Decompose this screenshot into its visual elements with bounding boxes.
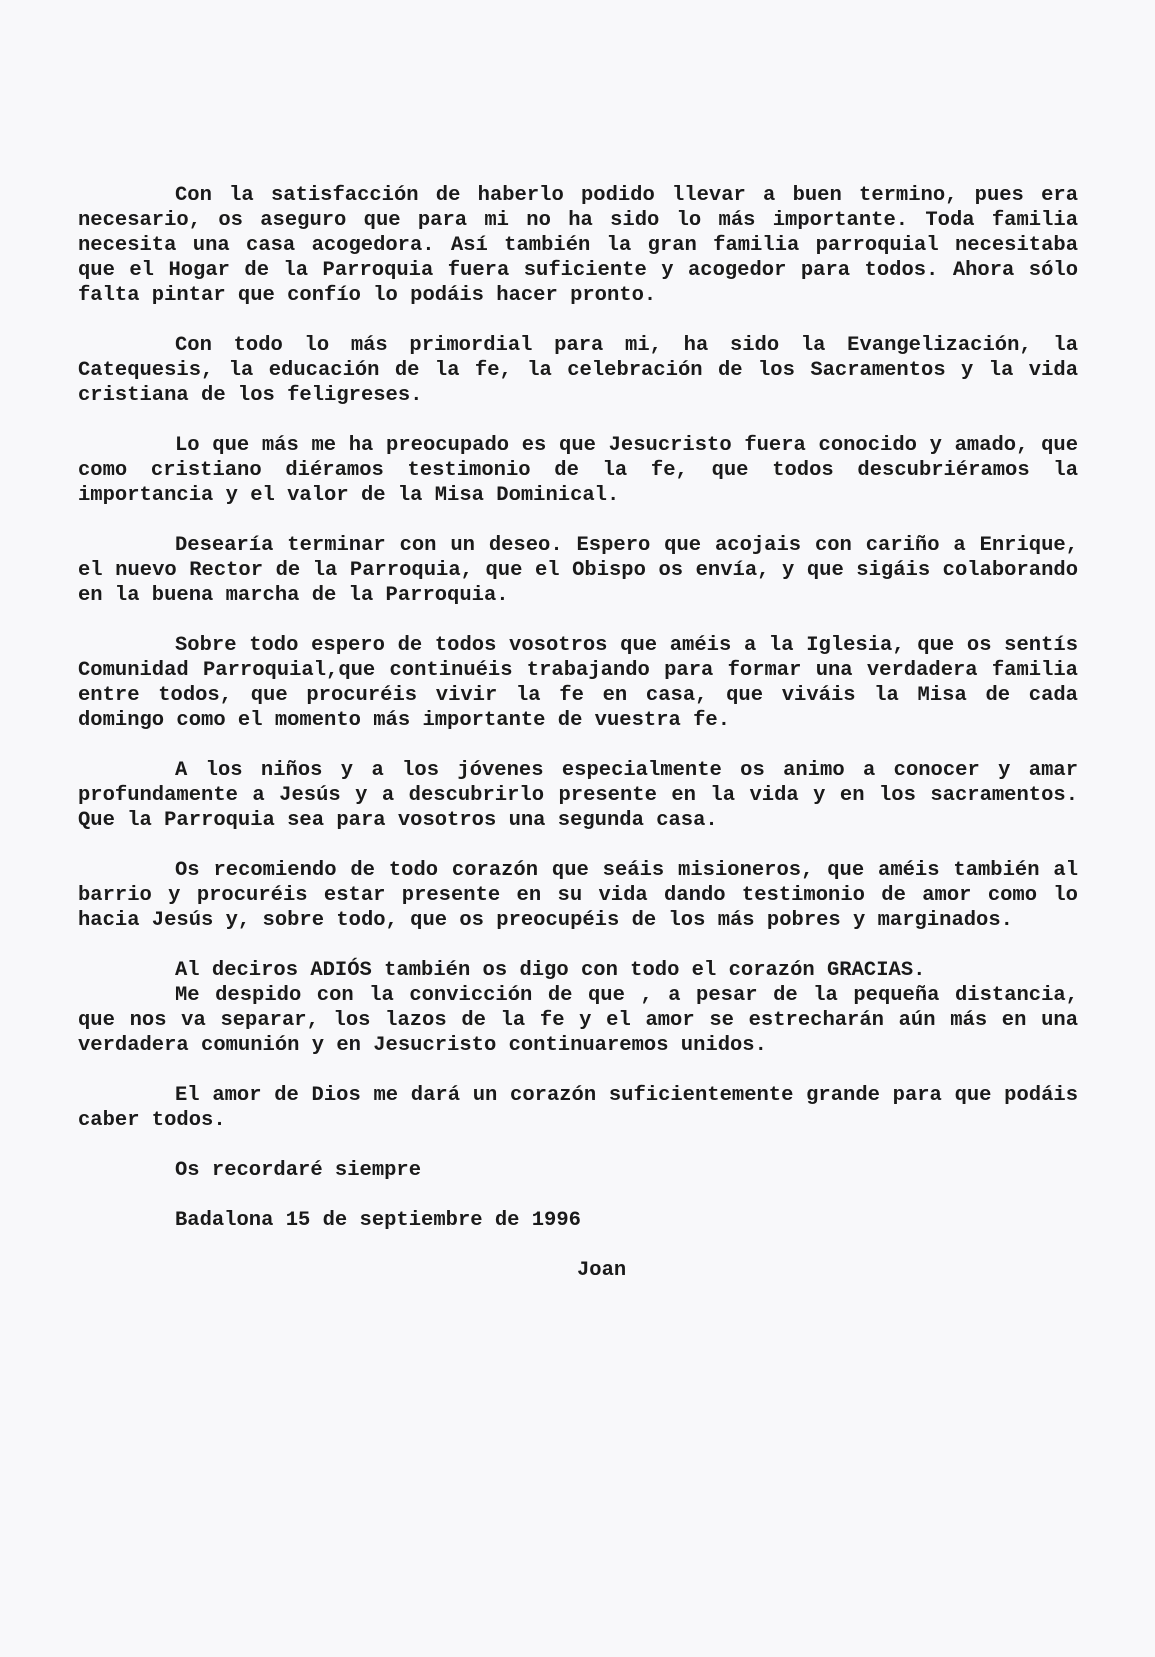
paragraph-missionaries: Os recomiendo de todo corazón que seáis misioneros, que améis también al barrio y procuréis estar presente en su vida dando testimonio de amor como lo hacia Jesús y, sobre todo, que os preocupéis de los más pobres y marginados. [78,859,1078,932]
letter-signature: Joan [577,1259,627,1282]
paragraph-farewell: Al deciros ADIÓS también os digo con todo el corazón GRACIAS. [175,959,926,982]
letter-date: Badalona 15 de septiembre de 1996 [175,1209,581,1232]
paragraph-completion: Con la satisfacción de haberlo podido llevar a buen termino, pues era necesario, os aseguro que para mi no ha sido lo más importante. Toda familia necesita una casa acogedora. Así también la gran familia parroquial necesitaba que el Hogar de la Parroquia fuera suficiente y acogedor para todos. Ahora sólo falta pintar que confío lo podáis hacer pronto. [78,184,1078,307]
letter-body [78,183,1078,1283]
paragraph-hope: Sobre todo espero de todos vosotros que améis a la Iglesia, que os sentís Comunidad Parroquial,que continuéis trabajando para formar una verdadera familia entre todos, que procuréis vivir la fe en casa, que viváis la Misa de cada domingo como el momento más importante de vuestra fe. [78,634,1078,732]
paragraph-conviction: Me despido con la convicción de que , a pesar de la pequeña distancia, que nos va separar, los lazos de la fe y el amor se estrecharán aún más en una verdadera comunión y en Jesucristo continuaremos unidos. [78,984,1078,1057]
paragraph-remember: Os recordaré siempre [175,1159,422,1182]
paragraph-love: El amor de Dios me dará un corazón suficientemente grande para que podáis caber todos. [78,1084,1078,1132]
paragraph-evangelization: Con todo lo más primordial para mi, ha sido la Evangelización, la Catequesis, la educación de la fe, la celebración de los Sacramentos y la vida cristiana de los feligreses. [78,334,1078,407]
paragraph-wish: Desearía terminar con un deseo. Espero que acojais con cariño a Enrique, el nuevo Rector de la Parroquia, que el Obispo os envía, y que sigáis colaborando en la buena marcha de la Parroquia. [78,534,1078,607]
paragraph-concern: Lo que más me ha preocupado es que Jesucristo fuera conocido y amado, que como cristiano diéramos testimonio de la fe, que todos descubriéramos la importancia y el valor de la Misa Dominical. [78,434,1078,507]
paragraph-youth: A los niños y a los jóvenes especialmente os animo a conocer y amar profundamente a Jesús y a descubrirlo presente en la vida y en los sacramentos. Que la Parroquia sea para vosotros una segunda casa. [78,759,1078,832]
